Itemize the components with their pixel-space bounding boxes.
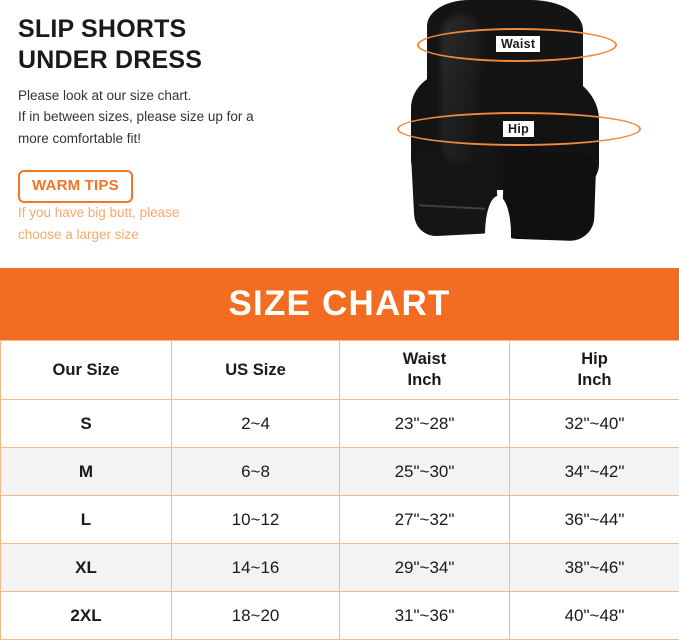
- title-line-1: SLIP SHORTS: [18, 14, 348, 45]
- cell-us-size: 6~8: [172, 448, 340, 496]
- column-header-waist: [340, 341, 510, 400]
- intro-line-3: more comfortable fit!: [18, 128, 308, 149]
- page-title: [18, 14, 348, 75]
- intro-line-2: If in between sizes, please size up for a: [18, 106, 308, 127]
- cell-hip: 38"~46": [510, 544, 679, 592]
- cell-our-size: S: [1, 400, 172, 448]
- cell-hip: 36"~44": [510, 496, 679, 544]
- cell-hip: 34"~42": [510, 448, 679, 496]
- cell-our-size: M: [1, 448, 172, 496]
- cell-our-size: 2XL: [1, 592, 172, 640]
- warm-tips-text: [18, 202, 318, 245]
- intro-line-1: Please look at our size chart.: [18, 85, 308, 106]
- table-row: [1, 544, 679, 592]
- warm-tips-line-1: If you have big butt, please: [18, 202, 318, 224]
- cell-waist: 25"~30": [340, 448, 510, 496]
- cell-hip: 40"~48": [510, 592, 679, 640]
- cell-our-size: L: [1, 496, 172, 544]
- table-row: [1, 448, 679, 496]
- column-header-our-size: [1, 341, 172, 400]
- waist-measure-label: Waist: [496, 36, 540, 52]
- hip-measure-label: Hip: [503, 121, 534, 137]
- cell-us-size: 14~16: [172, 544, 340, 592]
- cell-us-size: 2~4: [172, 400, 340, 448]
- cell-us-size: 18~20: [172, 592, 340, 640]
- column-header-us-size: [172, 341, 340, 400]
- warm-tips-badge: [18, 170, 133, 203]
- cell-waist: 31"~36": [340, 592, 510, 640]
- product-header-section: [0, 0, 679, 268]
- column-header-hip-line1: Hip: [511, 349, 678, 370]
- cell-our-size: XL: [1, 544, 172, 592]
- table-header-row: [1, 341, 679, 400]
- table-row: [1, 496, 679, 544]
- intro-text: [18, 85, 308, 149]
- column-header-waist-line2: Inch: [341, 370, 508, 391]
- size-chart-banner: [0, 268, 679, 340]
- column-header-hip: [510, 341, 679, 400]
- title-line-2: UNDER DRESS: [18, 45, 348, 76]
- cell-hip: 32"~40": [510, 400, 679, 448]
- column-header-hip-line2: Inch: [511, 370, 678, 391]
- product-image: [355, 0, 679, 268]
- cell-waist: 27"~32": [340, 496, 510, 544]
- table-row: [1, 592, 679, 640]
- table-row: [1, 400, 679, 448]
- warm-tips-label: WARM TIPS: [32, 177, 119, 194]
- column-header-us-size-line1: US Size: [173, 360, 338, 381]
- column-header-waist-line1: Waist: [341, 349, 508, 370]
- column-header-our-size-line1: Our Size: [2, 360, 170, 381]
- cell-waist: 29"~34": [340, 544, 510, 592]
- warm-tips-line-2: choose a larger size: [18, 224, 318, 246]
- size-chart-title: SIZE CHART: [229, 284, 451, 324]
- cell-us-size: 10~12: [172, 496, 340, 544]
- cell-waist: 23"~28": [340, 400, 510, 448]
- size-chart-table: [0, 340, 679, 640]
- shorts-right-leg: [501, 150, 596, 241]
